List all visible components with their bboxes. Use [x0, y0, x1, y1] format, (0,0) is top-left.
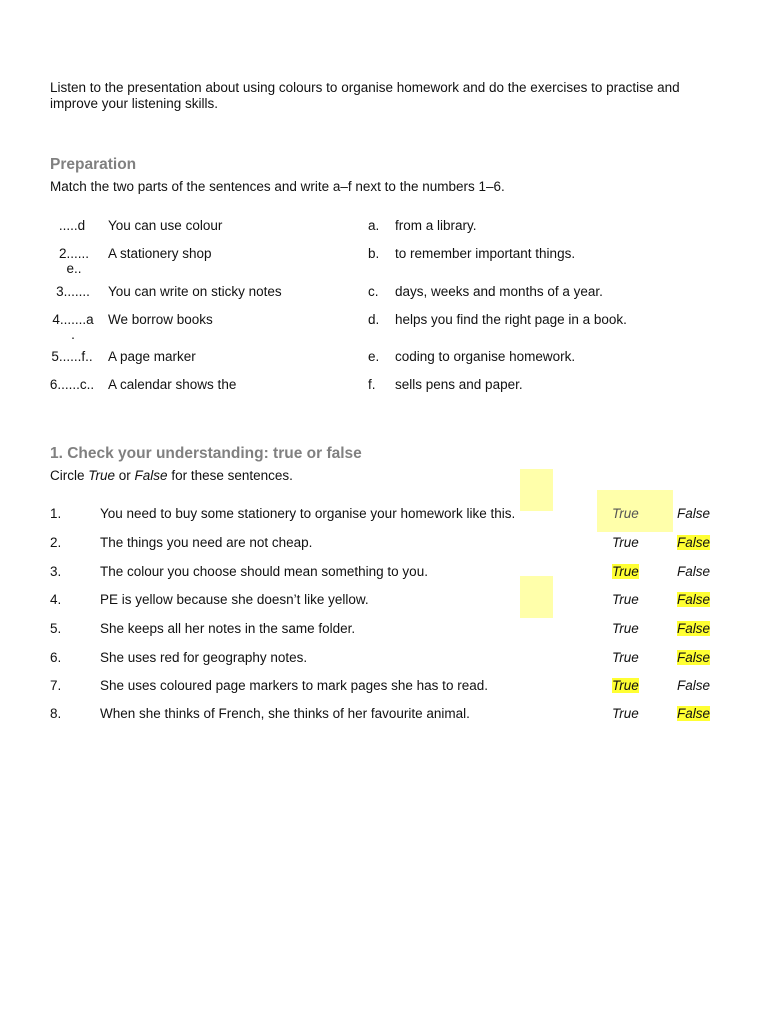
sentence-start: You can write on sticky notes: [108, 284, 282, 299]
false-option[interactable]: False: [677, 506, 711, 521]
question-number: 1.: [50, 506, 62, 521]
false-option[interactable]: False: [677, 706, 711, 721]
true-option[interactable]: True: [612, 650, 639, 665]
sentence-start: A page marker: [108, 349, 196, 364]
instruction-false-word: False: [134, 468, 168, 483]
question-text: The colour you choose should mean something to you.: [100, 564, 428, 579]
sentence-end: helps you find the right page in a book.: [395, 312, 627, 327]
false-option[interactable]: False: [677, 564, 711, 579]
match-row: [0, 349, 768, 369]
question-text: She keeps all her notes in the same folder.: [100, 621, 356, 636]
question-text: The things you need are not cheap.: [100, 535, 313, 550]
question-text: When she thinks of French, she thinks of her favourite animal.: [100, 706, 470, 721]
tf-row: [0, 621, 768, 641]
match-row: [0, 218, 768, 238]
preparation-heading: Preparation: [50, 156, 137, 173]
question-number: 7.: [50, 678, 62, 693]
match-row: [0, 312, 768, 342]
true-option[interactable]: True: [612, 535, 639, 550]
question-number: 2.: [50, 535, 62, 550]
tf-row: [0, 564, 768, 584]
question-text: You need to buy some stationery to organise your homework like this.: [100, 506, 516, 521]
sentence-end: from a library.: [395, 218, 477, 233]
check-heading: 1. Check your understanding: true or false: [50, 445, 362, 462]
instruction-text: or: [115, 468, 135, 483]
option-letter: c.: [368, 284, 379, 299]
question-text: She uses red for geography notes.: [100, 650, 308, 665]
sentence-end: days, weeks and months of a year.: [395, 284, 603, 299]
tf-row: [0, 650, 768, 670]
sentence-end: to remember important things.: [395, 246, 576, 261]
true-option[interactable]: True: [612, 706, 639, 721]
tf-row: [0, 678, 768, 698]
sentence-end: coding to organise homework.: [395, 349, 576, 364]
false-option[interactable]: False: [677, 678, 711, 693]
sentence-start: A stationery shop: [108, 246, 212, 261]
option-letter: a.: [368, 218, 380, 233]
true-option[interactable]: True: [612, 678, 639, 693]
answer-blank[interactable]: 3.......: [56, 284, 90, 299]
match-row: [0, 284, 768, 304]
answer-blank[interactable]: 2...... e..: [58, 246, 89, 276]
sticky-note-box: [520, 469, 553, 511]
true-option[interactable]: True: [612, 506, 639, 521]
option-letter: f.: [368, 377, 376, 392]
sentence-start: You can use colour: [108, 218, 223, 233]
false-option[interactable]: False: [677, 535, 711, 550]
true-option[interactable]: True: [612, 621, 639, 636]
option-letter: b.: [368, 246, 380, 261]
match-row: [0, 246, 768, 276]
true-option[interactable]: True: [612, 564, 639, 579]
question-text: PE is yellow because she doesn’t like yellow.: [100, 592, 369, 607]
false-option[interactable]: False: [677, 592, 711, 607]
sentence-start: A calendar shows the: [108, 377, 237, 392]
true-option[interactable]: True: [612, 592, 639, 607]
match-row: [0, 377, 768, 397]
answer-blank[interactable]: 6......c..: [49, 377, 95, 392]
option-letter: d.: [368, 312, 380, 327]
question-number: 4.: [50, 592, 62, 607]
answer-blank[interactable]: 5......f..: [51, 349, 93, 364]
answer-blank[interactable]: .....d: [58, 218, 86, 233]
question-number: 6.: [50, 650, 62, 665]
question-number: 5.: [50, 621, 62, 636]
intro-text: Listen to the presentation about using colours to organise homework and do the exercises to practise and improve your listening skills.: [50, 80, 680, 111]
question-text: She uses coloured page markers to mark pages she has to read.: [100, 678, 488, 693]
instruction-text: for these sentences.: [167, 468, 293, 483]
option-letter: e.: [368, 349, 380, 364]
question-number: 8.: [50, 706, 62, 721]
sentence-end: sells pens and paper.: [395, 377, 523, 392]
tf-row: [0, 506, 768, 526]
sentence-start: We borrow books: [108, 312, 213, 327]
question-number: 3.: [50, 564, 62, 579]
check-instruction: [50, 468, 293, 483]
instruction-true-word: True: [88, 468, 116, 483]
answer-blank[interactable]: 4.......a .: [52, 312, 94, 342]
tf-row: [0, 535, 768, 555]
false-option[interactable]: False: [677, 650, 711, 665]
preparation-instruction: Match the two parts of the sentences and write a–f next to the numbers 1–6.: [50, 179, 505, 194]
tf-row: [0, 706, 768, 726]
tf-row: [0, 592, 768, 612]
instruction-text: Circle: [50, 468, 89, 483]
false-option[interactable]: False: [677, 621, 711, 636]
